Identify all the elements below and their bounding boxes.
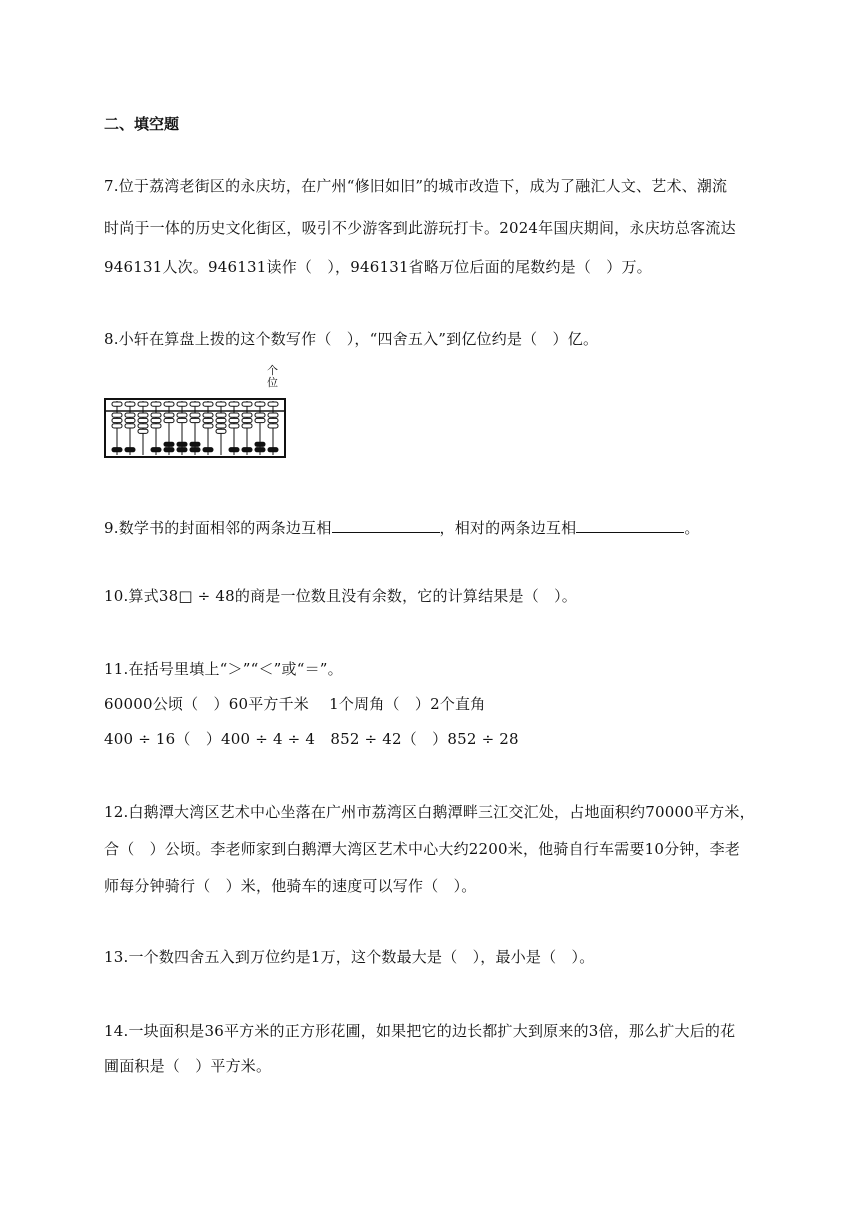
abacus-lower-bead-rest	[190, 442, 200, 446]
question-11-line-3: 400 ÷ 16（ ）400 ÷ 4 ÷ 4 852 ÷ 42（ ）852 ÷ 28	[104, 730, 519, 748]
abacus-lower-bead-active	[216, 413, 226, 417]
abacus-lower-bead-active	[268, 418, 278, 422]
question-9-text-2: ，相对的两条边互相	[439, 519, 577, 537]
abacus-upper-bead	[242, 402, 252, 406]
abacus-lower-bead-active	[164, 413, 174, 417]
abacus-lower-bead-active	[112, 424, 122, 428]
abacus-lower-bead-active	[229, 413, 239, 417]
abacus-lower-bead-active	[125, 413, 135, 417]
abacus-lower-bead-active	[203, 413, 213, 417]
abacus-lower-bead-active	[112, 413, 122, 417]
abacus-lower-bead-active	[138, 424, 148, 428]
abacus-ones-place-label: 个 位	[267, 364, 278, 389]
abacus-lower-bead-active	[112, 418, 122, 422]
abacus-lower-bead-active	[268, 413, 278, 417]
abacus-upper-bead	[216, 402, 226, 406]
abacus-diagram	[103, 365, 293, 461]
abacus-lower-bead-rest	[229, 448, 239, 452]
abacus-lower-bead-active	[125, 418, 135, 422]
abacus-lower-bead-active	[203, 418, 213, 422]
abacus-lower-bead-active	[242, 413, 252, 417]
abacus-lower-bead-rest	[164, 442, 174, 446]
abacus-lower-bead-active	[255, 418, 265, 422]
abacus-lower-bead-rest	[255, 442, 265, 446]
abacus-lower-bead-active	[190, 413, 200, 417]
abacus-lower-bead-active	[151, 424, 161, 428]
abacus-upper-bead	[164, 402, 174, 406]
abacus-lower-bead-active	[242, 424, 252, 428]
question-12-line-3: 师每分钟骑行（ ）米，他骑车的速度可以写作（ ）。	[104, 877, 477, 895]
abacus-upper-bead	[255, 402, 265, 406]
abacus-lower-bead-active	[177, 413, 187, 417]
question-11-line-2: 60000公顷（ ）60平方千米 1个周角（ ）2个直角	[104, 695, 486, 713]
abacus-lower-bead-active	[216, 418, 226, 422]
abacus-lower-bead-rest	[177, 442, 187, 446]
abacus-lower-bead-rest	[177, 448, 187, 452]
question-9-text-1: 9.数学书的封面相邻的两条边互相	[104, 519, 332, 537]
abacus-upper-bead	[229, 402, 239, 406]
abacus-upper-bead	[203, 402, 213, 406]
abacus-lower-bead-rest	[151, 448, 161, 452]
abacus-lower-bead-active	[242, 418, 252, 422]
abacus-upper-bead	[151, 402, 161, 406]
abacus-lower-bead-rest	[190, 448, 200, 452]
abacus-lower-bead-active	[151, 418, 161, 422]
answer-blank-2[interactable]	[576, 518, 684, 533]
question-9-line-1	[104, 518, 700, 538]
abacus-lower-bead-active	[164, 418, 174, 422]
question-9-text-3: 。	[684, 519, 700, 537]
answer-blank-1[interactable]	[332, 518, 440, 533]
question-7-line-2: 时尚于一体的历史文化街区，吸引不少游客到此游玩打卡。2024年国庆期间，永庆坊总客流达	[104, 219, 736, 237]
abacus-upper-bead	[112, 402, 122, 406]
question-10-line-1: 10.算式38□ ÷ 48的商是一位数且没有余数，它的计算结果是（ ）。	[104, 587, 578, 605]
abacus-figure	[103, 365, 293, 461]
abacus-lower-bead-active	[125, 424, 135, 428]
abacus-lower-bead-active	[151, 413, 161, 417]
abacus-lower-bead-active	[203, 424, 213, 428]
question-7-line-1: 7.位于荔湾老街区的永庆坊，在广州“修旧如旧”的城市改造下，成为了融汇人文、艺术、潮流	[104, 177, 728, 195]
question-14-line-2: 圃面积是（ ）平方米。	[104, 1057, 272, 1075]
question-11-line-1: 11.在括号里填上“＞”“＜”或“＝”。	[104, 660, 343, 678]
abacus-lower-bead-active	[255, 413, 265, 417]
abacus-upper-bead	[190, 402, 200, 406]
abacus-lower-bead-rest	[268, 448, 278, 452]
abacus-lower-bead-active	[177, 418, 187, 422]
abacus-lower-bead-active	[216, 424, 226, 428]
abacus-lower-bead-active	[138, 429, 148, 433]
question-14-line-1: 14.一块面积是36平方米的正方形花圃，如果把它的边长都扩大到原来的3倍，那么扩大后的花	[104, 1022, 736, 1040]
abacus-upper-bead	[177, 402, 187, 406]
question-13-line-1: 13.一个数四舍五入到万位约是1万，这个数最大是（ ），最小是（ ）。	[104, 948, 595, 966]
abacus-lower-bead-active	[190, 418, 200, 422]
question-12-line-1: 12.白鹅潭大湾区艺术中心坐落在广州市荔湾区白鹅潭畔三江交汇处，占地面积约70000平方米，	[104, 803, 755, 821]
abacus-lower-bead-rest	[125, 448, 135, 452]
abacus-lower-bead-active	[138, 413, 148, 417]
abacus-lower-bead-rest	[255, 448, 265, 452]
question-12-line-2: 合（ ）公顷。李老师家到白鹅潭大湾区艺术中心大约2200米，他骑自行车需要10分钟，李老	[104, 840, 741, 858]
abacus-upper-bead	[125, 402, 135, 406]
abacus-lower-bead-active	[229, 418, 239, 422]
abacus-upper-bead	[138, 402, 148, 406]
section-title: 二、填空题	[104, 115, 180, 133]
abacus-lower-bead-rest	[203, 448, 213, 452]
abacus-lower-bead-active	[268, 424, 278, 428]
abacus-lower-bead-active	[216, 429, 226, 433]
abacus-lower-bead-active	[138, 418, 148, 422]
abacus-upper-bead	[268, 402, 278, 406]
question-8-line-1: 8.小轩在算盘上拨的这个数写作（ ），“四舍五入”到亿位约是（ ）亿。	[104, 330, 599, 348]
abacus-lower-bead-rest	[164, 448, 174, 452]
abacus-lower-bead-rest	[112, 448, 122, 452]
abacus-lower-bead-active	[229, 424, 239, 428]
abacus-lower-bead-rest	[242, 448, 252, 452]
question-7-line-3: 946131人次。946131读作（ ），946131省略万位后面的尾数约是（ ）万。	[104, 258, 652, 276]
